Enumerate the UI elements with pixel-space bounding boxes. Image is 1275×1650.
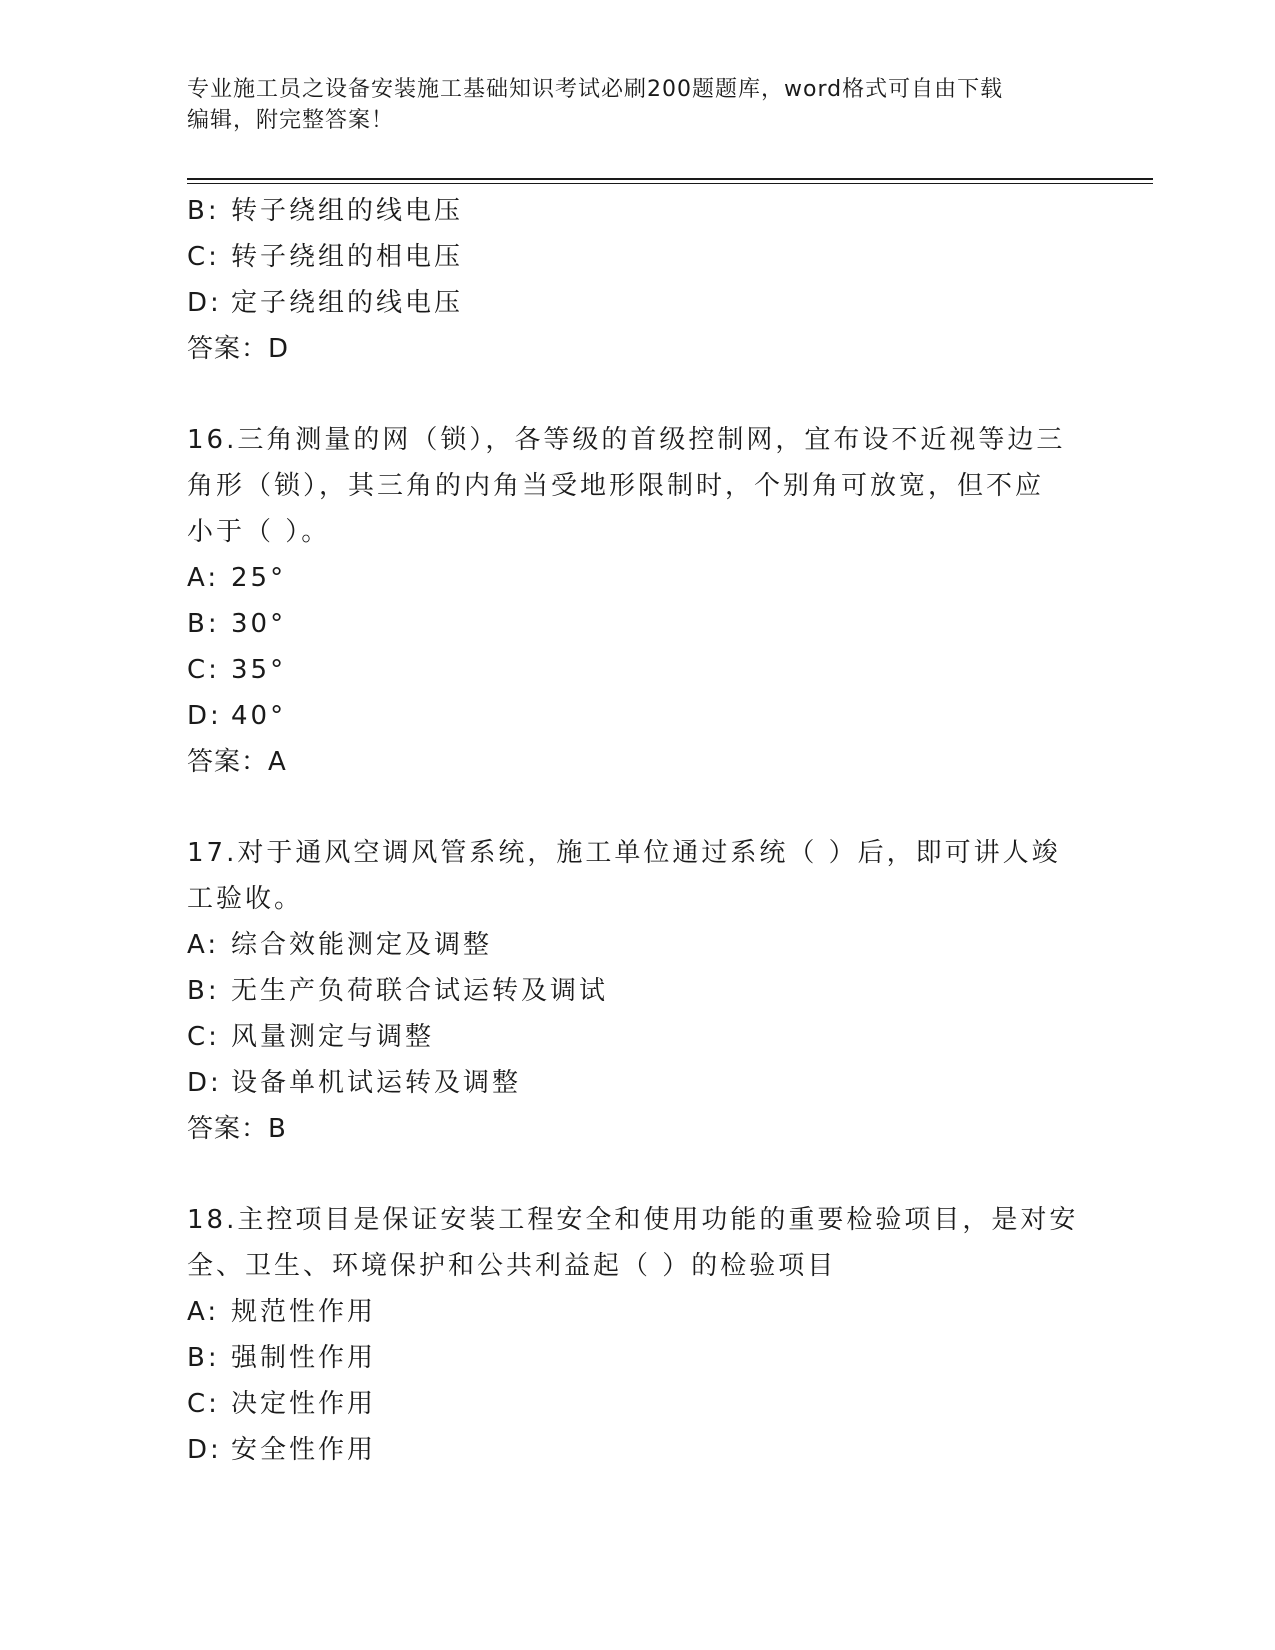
option-b [187, 601, 1087, 647]
option-key: B: [187, 1343, 220, 1373]
option-text: 30° [231, 609, 287, 639]
option-a [187, 1289, 1087, 1335]
option-text: 转子绕组的相电压 [231, 242, 464, 272]
question-17 [187, 830, 1087, 1152]
option-key: D: [187, 701, 222, 731]
option-c [187, 234, 1087, 280]
answer-line: 答案：D [187, 334, 290, 364]
option-a [187, 922, 1087, 968]
option-text: 无生产负荷联合试运转及调试 [231, 976, 609, 1006]
question-16 [187, 417, 1087, 785]
option-key: C: [187, 1022, 220, 1052]
option-text: 风量测定与调整 [231, 1022, 435, 1052]
question-15-continuation [187, 188, 1087, 372]
option-key: C: [187, 655, 220, 685]
option-key: A: [187, 1297, 220, 1327]
option-b [187, 968, 1087, 1014]
question-stem-line: 小于（ ）。 [187, 517, 331, 547]
option-text: 设备单机试运转及调整 [231, 1068, 522, 1098]
spacer [187, 1152, 1087, 1197]
spacer [187, 372, 1087, 417]
option-text: 综合效能测定及调整 [231, 930, 493, 960]
header-title-line-2: 编辑，附完整答案！ [187, 108, 395, 133]
option-a [187, 555, 1087, 601]
option-text: 强制性作用 [231, 1343, 377, 1373]
option-key: B: [187, 976, 220, 1006]
header-divider-thin [187, 183, 1153, 184]
option-key: B: [187, 609, 220, 639]
option-text: 25° [231, 563, 287, 593]
question-stem-line: 角形（锁），其三角的内角当受地形限制时，个别角可放宽，但不应 [187, 471, 1045, 501]
option-key: A: [187, 563, 220, 593]
option-c [187, 1381, 1087, 1427]
option-b [187, 188, 1087, 234]
option-b [187, 1335, 1087, 1381]
answer-line: 答案：A [187, 747, 287, 777]
question-stem-line: 17.对于通风空调风管系统，施工单位通过系统（ ）后，即可讲人竣 [187, 838, 1061, 868]
option-text: 40° [231, 701, 287, 731]
option-text: 定子绕组的线电压 [231, 288, 464, 318]
option-key: C: [187, 1389, 220, 1419]
option-c [187, 647, 1087, 693]
page-header [187, 74, 1087, 136]
option-key: D: [187, 1435, 222, 1465]
option-d [187, 693, 1087, 739]
header-divider-thick [187, 178, 1153, 180]
option-key: A: [187, 930, 220, 960]
header-title-line-1: 专业施工员之设备安装施工基础知识考试必刷200题题库，word格式可自由下载 [187, 77, 1004, 102]
question-18 [187, 1197, 1087, 1473]
option-key: D: [187, 1068, 222, 1098]
question-stem-line: 全、卫生、环境保护和公共利益起（ ）的检验项目 [187, 1251, 837, 1281]
option-d [187, 280, 1087, 326]
question-content [187, 188, 1087, 1473]
question-stem-line: 18.主控项目是保证安装工程安全和使用功能的重要检验项目，是对安 [187, 1205, 1079, 1235]
option-text: 转子绕组的线电压 [231, 196, 464, 226]
option-text: 规范性作用 [231, 1297, 377, 1327]
question-stem-line: 16.三角测量的网（锁），各等级的首级控制网，宜布设不近视等边三 [187, 425, 1066, 455]
option-text: 35° [231, 655, 287, 685]
option-text: 决定性作用 [231, 1389, 377, 1419]
option-c [187, 1014, 1087, 1060]
option-key: D: [187, 288, 222, 318]
option-key: B: [187, 196, 220, 226]
answer-line: 答案：B [187, 1114, 287, 1144]
option-d [187, 1427, 1087, 1473]
option-d [187, 1060, 1087, 1106]
spacer [187, 785, 1087, 830]
option-key: C: [187, 242, 220, 272]
question-stem-line: 工验收。 [187, 884, 304, 914]
option-text: 安全性作用 [231, 1435, 377, 1465]
